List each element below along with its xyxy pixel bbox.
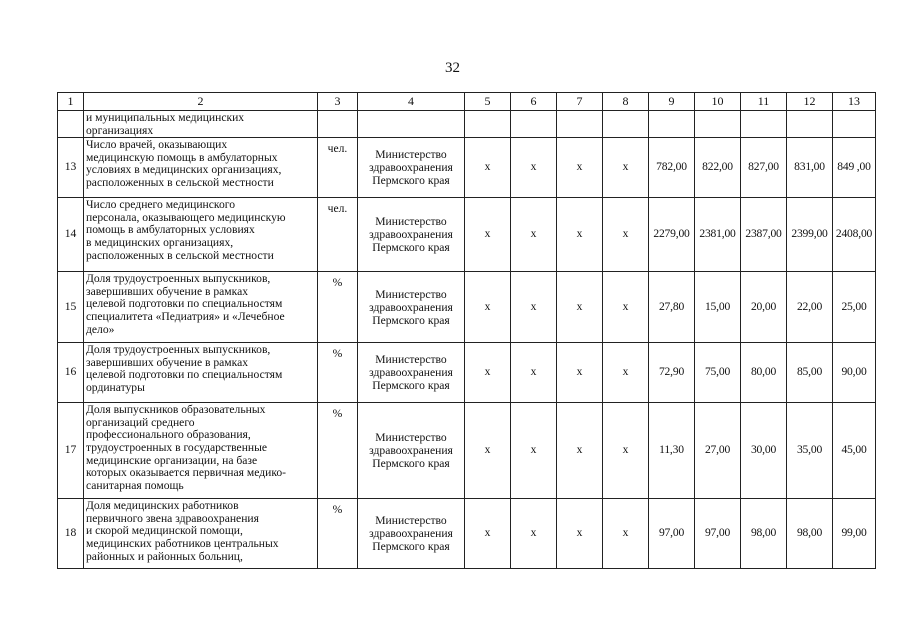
unit-cell: % (318, 403, 358, 499)
value-cell: 25,00 (833, 272, 876, 343)
indicator-name-line: завершивших обучение в рамках (86, 355, 249, 369)
indicator-name-line: медицинские организации, на базе (86, 453, 258, 467)
value-cell (833, 111, 876, 138)
mark-cell: x (557, 403, 603, 499)
page-number: 32 (445, 60, 460, 76)
mark-cell: x (557, 499, 603, 569)
indicator-name-line: Число среднего медицинского (86, 198, 236, 212)
mark-cell: x (465, 138, 511, 198)
responsible-body-line: здравоохранения (369, 228, 453, 242)
row-number-cell: 15 (58, 272, 84, 343)
mark-cell: x (603, 499, 649, 569)
indicator-name-line: расположенных в сельской местности (86, 248, 274, 262)
responsible-body-line: Пермского края (372, 174, 450, 188)
value-cell: 831,00 (787, 138, 833, 198)
indicator-name-line: которых оказывается первичная медико- (86, 466, 287, 480)
responsible-body-line: Министерство (375, 431, 447, 445)
responsible-body-line: Министерство (375, 353, 447, 367)
indicator-name-line: в медицинских организациях, (86, 235, 234, 249)
mark-cell: x (511, 403, 557, 499)
table-row (58, 343, 876, 403)
value-cell: 98,00 (741, 499, 787, 569)
mark-cell: x (557, 343, 603, 403)
responsible-body-cell (358, 343, 465, 403)
indicator-name-line: Доля выпускников образовательных (86, 403, 266, 417)
mark-cell: x (511, 499, 557, 569)
mark-cell: x (557, 272, 603, 343)
indicator-name-cell (84, 138, 318, 198)
mark-cell: x (557, 138, 603, 198)
value-cell: 45,00 (833, 403, 876, 499)
indicator-name-line: расположенных в сельской местности (86, 175, 274, 189)
row-number-cell: 18 (58, 499, 84, 569)
responsible-body-line: Пермского края (372, 313, 450, 327)
value-cell: 90,00 (833, 343, 876, 403)
mark-cell: x (511, 198, 557, 272)
indicator-name-line: помощь в амбулаторных условиях (86, 223, 255, 237)
indicator-name-cell (84, 198, 318, 272)
row-number-cell: 17 (58, 403, 84, 499)
responsible-body-line: Министерство (375, 287, 447, 301)
mark-cell: x (603, 272, 649, 343)
value-cell: 15,00 (695, 272, 741, 343)
responsible-body-cell (358, 111, 465, 138)
header-cell: 12 (787, 93, 833, 111)
indicator-name-cell (84, 403, 318, 499)
responsible-body-line: здравоохранения (369, 366, 453, 380)
indicator-name-line: Число врачей, оказывающих (86, 138, 228, 152)
unit-cell: % (318, 343, 358, 403)
indicator-name-cell (84, 499, 318, 569)
responsible-body-cell (358, 499, 465, 569)
mark-cell: x (465, 343, 511, 403)
value-cell: 782,00 (649, 138, 695, 198)
header-cell: 6 (511, 93, 557, 111)
unit-cell: % (318, 499, 358, 569)
value-cell: 11,30 (649, 403, 695, 499)
indicator-name-line: организаций среднего (86, 415, 195, 429)
indicator-name-line: Доля медицинских работников (86, 499, 239, 513)
value-cell: 2381,00 (695, 198, 741, 272)
responsible-body-line: Пермского края (372, 379, 450, 393)
table-row (58, 272, 876, 343)
mark-cell (465, 111, 511, 138)
mark-cell: x (511, 272, 557, 343)
value-cell: 75,00 (695, 343, 741, 403)
row-number-cell (58, 111, 84, 138)
indicator-name-line: санитарная помощь (86, 478, 184, 492)
value-cell: 2279,00 (649, 198, 695, 272)
indicator-name-line: целевой подготовки по специальностям (86, 368, 283, 382)
header-cell: 13 (833, 93, 876, 111)
value-cell: 80,00 (741, 343, 787, 403)
value-cell: 72,90 (649, 343, 695, 403)
mark-cell (511, 111, 557, 138)
mark-cell: x (557, 198, 603, 272)
value-cell: 22,00 (787, 272, 833, 343)
mark-cell: x (603, 343, 649, 403)
responsible-body-line: Министерство (375, 514, 447, 528)
mark-cell (603, 111, 649, 138)
indicator-name-line: и скорой медицинской помощи, (86, 524, 243, 538)
indicator-name-line: профессионального образования, (86, 428, 251, 442)
header-cell: 7 (557, 93, 603, 111)
value-cell: 27,00 (695, 403, 741, 499)
value-cell: 20,00 (741, 272, 787, 343)
value-cell: 30,00 (741, 403, 787, 499)
header-cell: 5 (465, 93, 511, 111)
header-cell: 3 (318, 93, 358, 111)
responsible-body-cell (358, 403, 465, 499)
table-body (58, 93, 876, 569)
responsible-body-cell (358, 198, 465, 272)
indicator-name-line: условиях в медицинских организациях, (86, 163, 282, 177)
header-row (58, 93, 876, 111)
value-cell: 98,00 (787, 499, 833, 569)
indicator-name-line: Доля трудоустроенных выпускников, (86, 272, 271, 286)
indicator-name-line: ординатуры (86, 380, 145, 394)
responsible-body-line: Пермского края (372, 457, 450, 471)
header-cell: 2 (84, 93, 318, 111)
value-cell: 2399,00 (787, 198, 833, 272)
table-row (58, 499, 876, 569)
mark-cell: x (603, 138, 649, 198)
indicator-name-line: медицинских работников центральных (86, 536, 279, 550)
value-cell: 97,00 (695, 499, 741, 569)
mark-cell: x (603, 403, 649, 499)
header-cell: 10 (695, 93, 741, 111)
mark-cell: x (465, 272, 511, 343)
indicator-name-cell (84, 111, 318, 138)
value-cell (649, 111, 695, 138)
value-cell: 827,00 (741, 138, 787, 198)
table-row (58, 138, 876, 198)
indicator-name-line: первичного звена здравоохранения (86, 511, 259, 525)
value-cell (741, 111, 787, 138)
header-cell: 9 (649, 93, 695, 111)
mark-cell: x (465, 198, 511, 272)
mark-cell: x (511, 138, 557, 198)
value-cell: 99,00 (833, 499, 876, 569)
mark-cell: x (511, 343, 557, 403)
responsible-body-cell (358, 272, 465, 343)
table-row (58, 198, 876, 272)
header-cell: 1 (58, 93, 84, 111)
responsible-body-line: Министерство (375, 148, 447, 162)
mark-cell: x (603, 198, 649, 272)
unit-cell (318, 111, 358, 138)
value-cell: 2408,00 (833, 198, 876, 272)
indicator-name-line: трудоустроенных в государственные (86, 440, 268, 454)
value-cell: 97,00 (649, 499, 695, 569)
value-cell: 27,80 (649, 272, 695, 343)
indicator-name-line: медицинскую помощь в амбулаторных (86, 150, 278, 164)
responsible-body-line: Пермского края (372, 241, 450, 255)
value-cell: 35,00 (787, 403, 833, 499)
value-cell (695, 111, 741, 138)
indicator-name-line: завершивших обучение в рамках (86, 284, 249, 298)
responsible-body-line: здравоохранения (369, 527, 453, 541)
indicator-name-line: специалитета «Педиатрия» и «Лечебное (86, 309, 285, 323)
indicator-name-line: организациях (86, 123, 154, 137)
responsible-body-line: здравоохранения (369, 161, 453, 175)
indicator-name-cell (84, 343, 318, 403)
indicator-name-line: Доля трудоустроенных выпускников, (86, 343, 271, 357)
value-cell: 2387,00 (741, 198, 787, 272)
table-row (58, 403, 876, 499)
mark-cell: x (465, 499, 511, 569)
value-cell: 849 ,00 (833, 138, 876, 198)
indicators-table (57, 92, 876, 569)
indicator-name-line: персонала, оказывающего медицинскую (86, 210, 286, 224)
indicator-name-line: дело» (86, 322, 115, 336)
value-cell (787, 111, 833, 138)
header-cell: 4 (358, 93, 465, 111)
responsible-body-cell (358, 138, 465, 198)
responsible-body-line: Пермского края (372, 540, 450, 554)
responsible-body-line: здравоохранения (369, 444, 453, 458)
mark-cell (557, 111, 603, 138)
indicator-name-cell (84, 272, 318, 343)
row-number-cell: 13 (58, 138, 84, 198)
unit-cell: чел. (318, 138, 358, 198)
table-row (58, 111, 876, 138)
indicator-name-line: районных и районных больниц, (86, 549, 243, 563)
responsible-body-line: здравоохранения (369, 300, 453, 314)
responsible-body-line: Министерство (375, 215, 447, 229)
header-cell: 8 (603, 93, 649, 111)
header-cell: 11 (741, 93, 787, 111)
value-cell: 85,00 (787, 343, 833, 403)
indicator-name-line: и муниципальных медицинских (86, 111, 245, 124)
row-number-cell: 16 (58, 343, 84, 403)
value-cell: 822,00 (695, 138, 741, 198)
mark-cell: x (465, 403, 511, 499)
unit-cell: % (318, 272, 358, 343)
indicator-name-line: целевой подготовки по специальностям (86, 297, 283, 311)
row-number-cell: 14 (58, 198, 84, 272)
unit-cell: чел. (318, 198, 358, 272)
